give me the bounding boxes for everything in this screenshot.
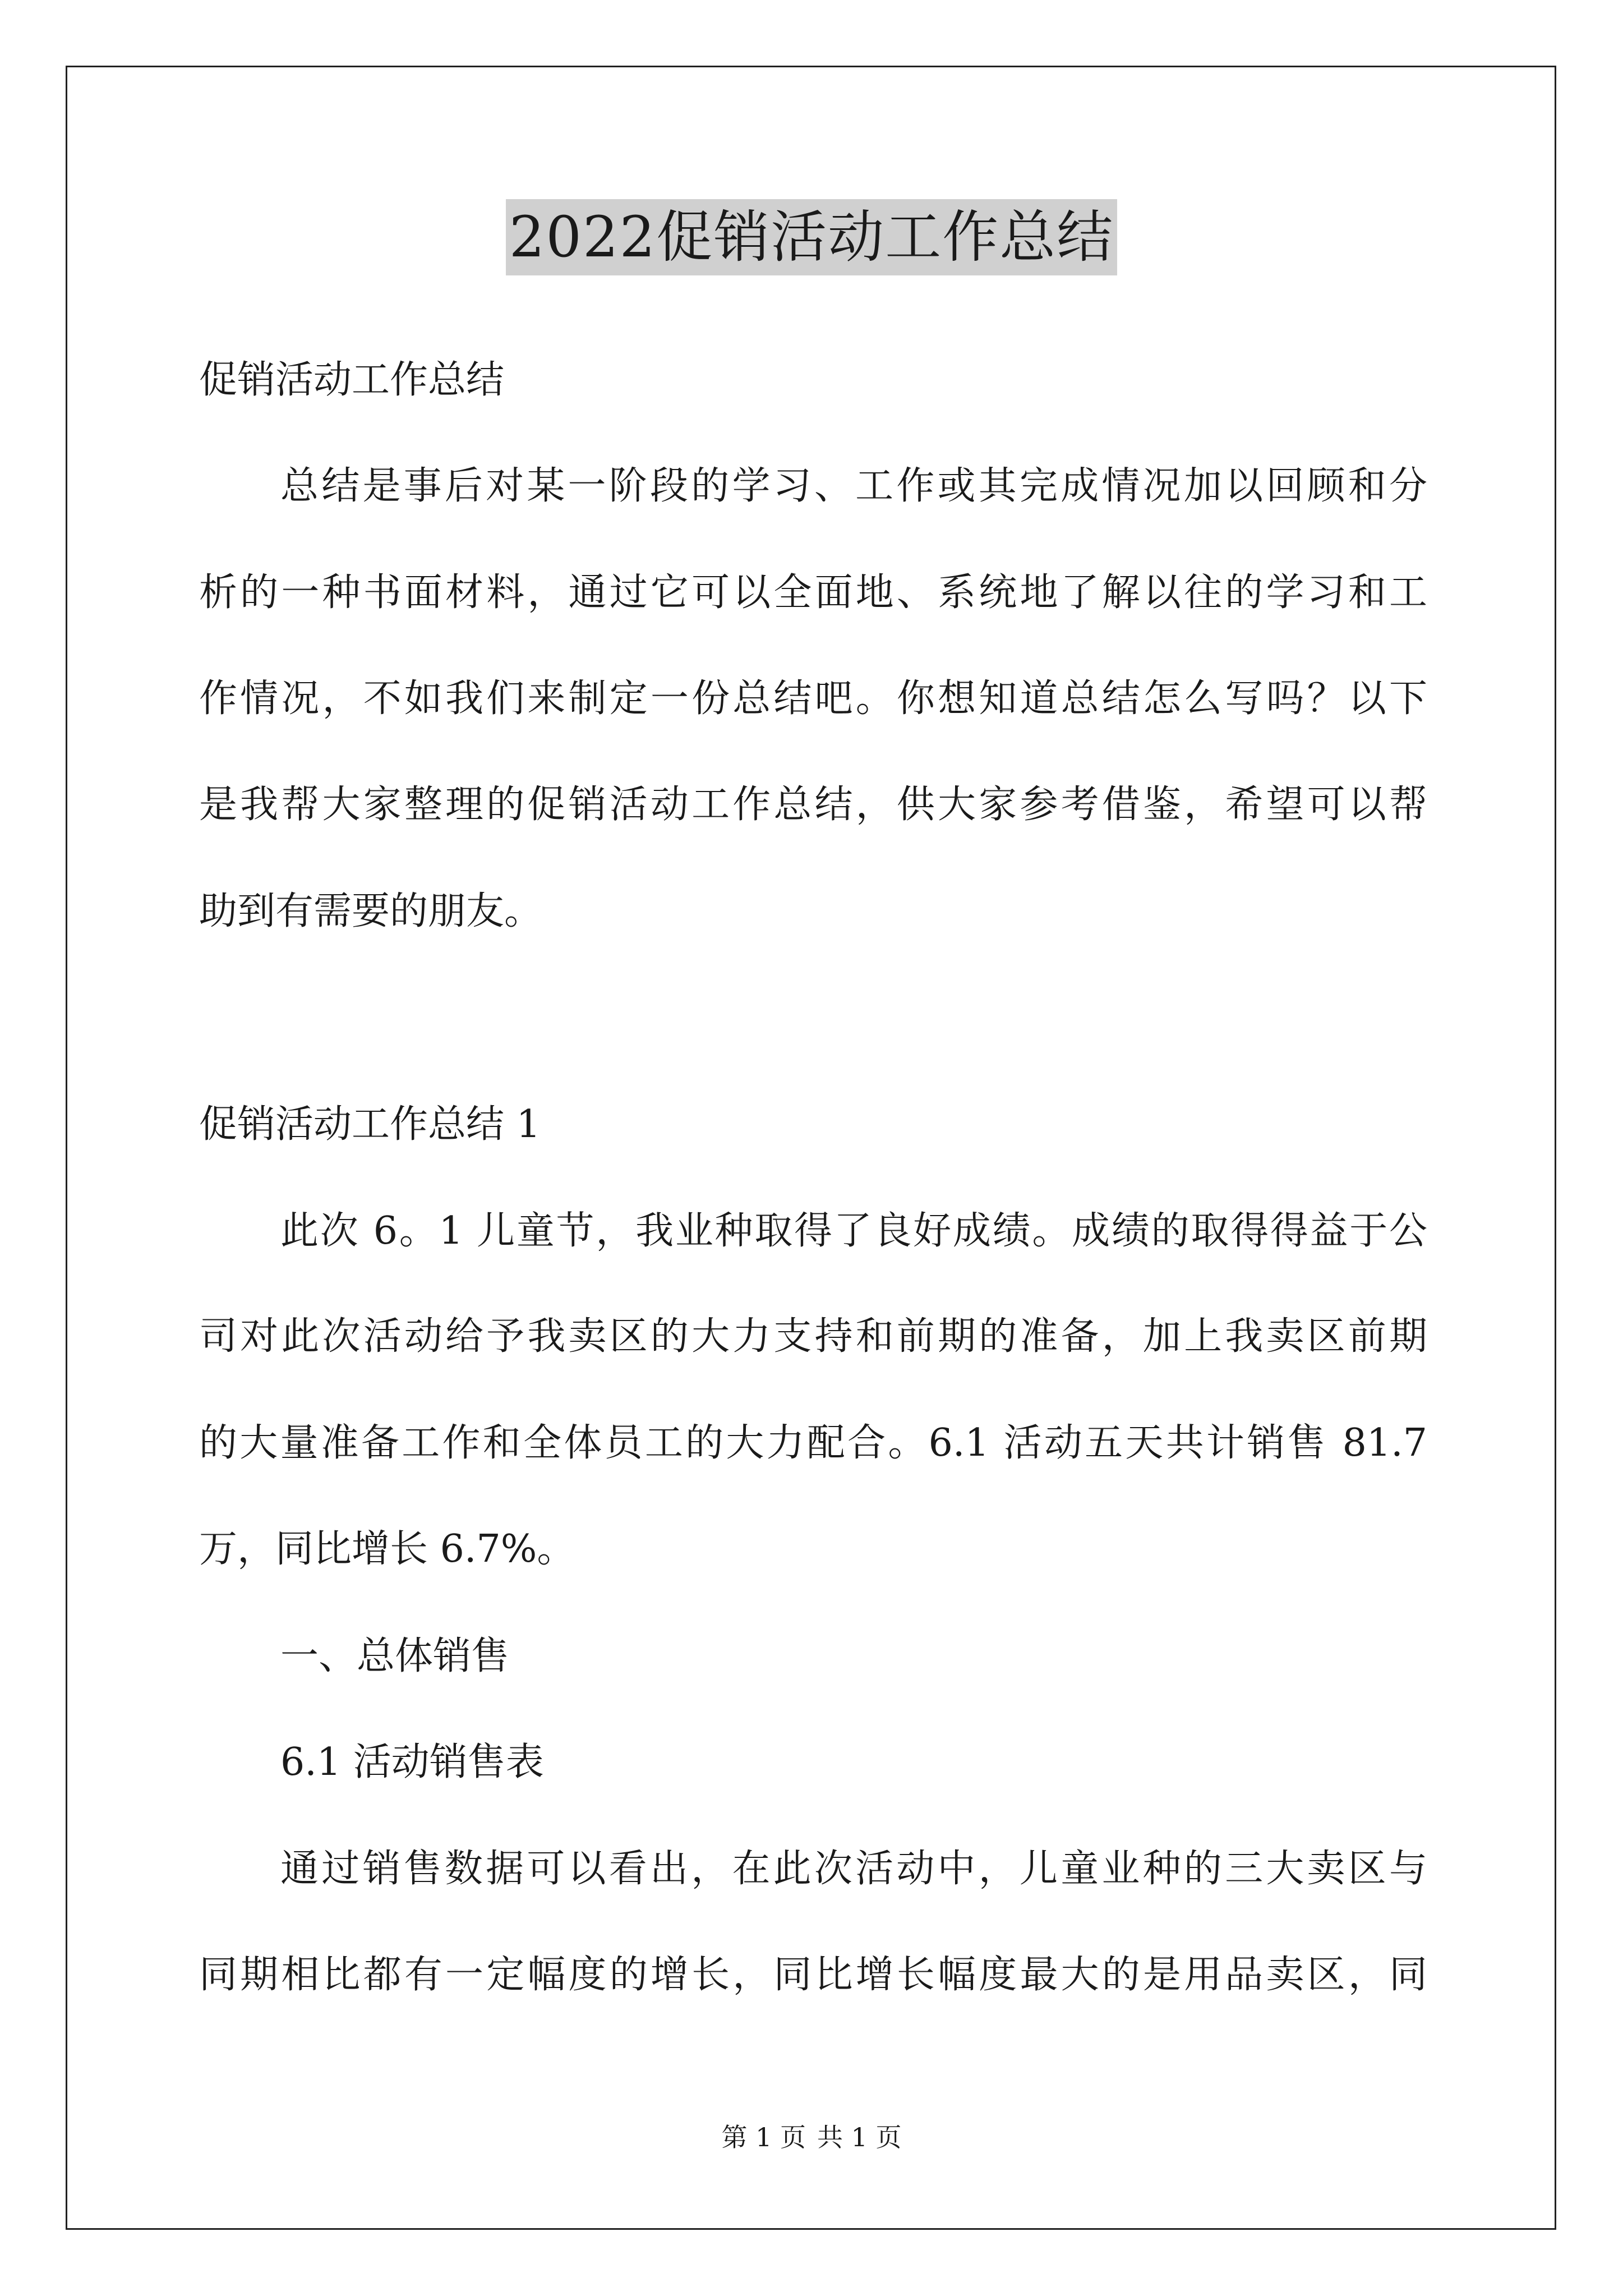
subheading-overall-sales: 一、总体销售 (280, 1634, 510, 1678)
intro-line-2: 析的一种书面材料，通过它可以全面地、系统地了解以往的学习和工 (199, 570, 1427, 615)
paragraph-line-2: 同期相比都有一定幅度的增长，同比增长幅度最大的是用品卖区，同 (199, 1953, 1427, 1997)
section-line-1: 此次 6。1 儿童节，我业种取得了良好成绩。成绩的取得得益于公 (280, 1209, 1427, 1253)
intro-line-4: 是我帮大家整理的促销活动工作总结，供大家参考借鉴，希望可以帮 (199, 783, 1427, 827)
page-footer (0, 2120, 1623, 2154)
section-heading: 促销活动工作总结 1 (199, 1102, 541, 1147)
section-line-4: 万，同比增长 6.7%。 (199, 1527, 575, 1571)
title-container (0, 199, 1623, 275)
section-line-2: 司对此次活动给予我卖区的大力支持和前期的准备，加上我卖区前期 (199, 1314, 1427, 1359)
section-line-3: 的大量准备工作和全体员工的大力配合。6.1 活动五天共计销售 81.7 (199, 1421, 1427, 1465)
intro-line-5: 助到有需要的朋友。 (199, 889, 543, 933)
page-total: 共 1 页 (817, 2122, 902, 2152)
document-title: 2022促销活动工作总结 (506, 199, 1118, 275)
document-subtitle: 促销活动工作总结 (199, 358, 505, 402)
subheading-sales-table: 6.1 活动销售表 (280, 1740, 544, 1784)
intro-line-1: 总结是事后对某一阶段的学习、工作或其完成情况加以回顾和分 (280, 464, 1427, 508)
page-number: 第 1 页 (721, 2122, 806, 2152)
paragraph-line-1: 通过销售数据可以看出，在此次活动中，儿童业种的三大卖区与 (280, 1847, 1427, 1891)
intro-line-3: 作情况，不如我们来制定一份总结吧。你想知道总结怎么写吗？以下 (199, 677, 1427, 721)
